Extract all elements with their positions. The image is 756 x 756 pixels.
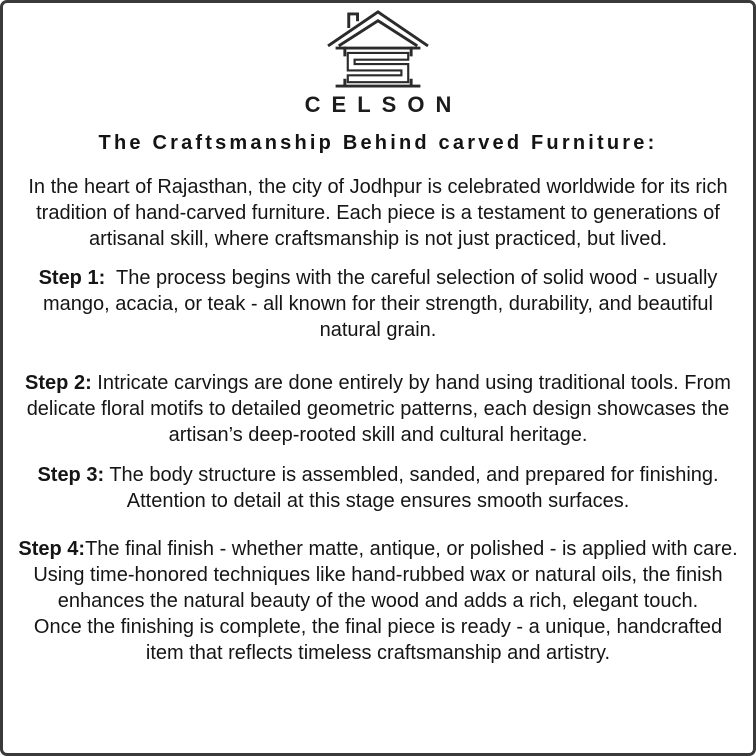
page-title: The Craftsmanship Behind carved Furniture: [98,132,658,154]
paragraph-text: Intricate carvings are done entirely by hand using traditional tools. From delicate floral motifs to detailed geometric patterns, each design showcases the artisan’s deep-rooted skill and cultural heritage. [26,372,737,446]
paragraph [17,462,739,514]
step-label: Step 2: [25,372,92,394]
s-monogram-icon [348,53,408,82]
paragraph-text: The final finish - whether matte, antique, or polished - is applied with care. Using time-honored techniques like hand-rubbed wax or natural oils, the finish enhances the natural beauty of the wood and adds a rich, elegant touch. [33,538,744,612]
paragraph [17,614,739,666]
paragraphs [17,174,744,666]
paragraph [17,174,739,252]
paragraph-text: The body structure is assembled, sanded, and prepared for finishing. Attention to detail at this stage ensures smooth surfaces. [104,464,724,512]
brand-name: CELSON [304,92,463,117]
paragraph-text: Once the finishing is complete, the final piece is ready - a unique, handcrafted item that reflects timeless craftsmanship and artistry. [33,616,728,664]
logo [17,8,739,117]
step-label: Step 4: [18,538,86,560]
step-label: Step 1: [38,267,106,289]
roof-outer-icon [329,12,427,45]
chimney-icon [349,14,358,27]
paragraph-text: The process begins with the careful selection of solid wood - usually mango, acacia, or teak - all known for their strength, durability, and beautiful natural grain. [43,267,723,341]
celson-house-logo-icon [324,10,432,88]
roof-inner-icon [340,21,416,45]
paragraph [17,265,739,343]
step-label: Step 3: [37,464,105,486]
paragraph-text: In the heart of Rajasthan, the city of Jodhpur is celebrated worldwide for its rich tradition of hand-carved furniture. Each piece is a testament to generations of artisanal skill, where craftsmanship is not just practiced, but lived. [28,176,734,250]
paragraph [17,536,744,614]
paragraph [17,370,739,448]
